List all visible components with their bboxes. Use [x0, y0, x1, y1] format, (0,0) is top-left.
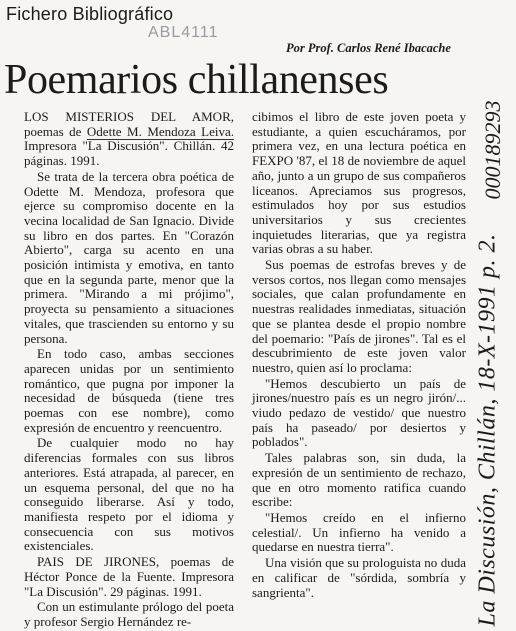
paragraph: Tales palabras son, sin duda, la expresión de un sentimiento de rechazo, que en otro momento ratifica cuando escribe:: [252, 450, 466, 510]
author-byline: Por Prof. Carlos René Ibacache: [286, 41, 451, 55]
paragraph: En todo caso, ambas secciones aparecen unidas por un sentimiento romántico, que pugna por imponer la necesidad de búsqueda (tiene tres poemas con ese nombre), como expresión de encuentro y reencuentro.: [24, 346, 234, 435]
text-span: poemas de: [24, 123, 87, 139]
book-title: LOS MISTERIOS DEL AMOR,: [24, 109, 234, 124]
right-column: [252, 110, 466, 601]
source-note-text: La Discusión, Chillán, 18-X-1991 p. 2.: [474, 233, 501, 627]
paragraph: "Hemos descubierto un país de jirones/nuestro país es un negro jirón/... viudo pedazo de vestido/ que nuestro país ha paseado/ por desiertos y poblados".: [252, 375, 466, 450]
paragraph: Se trata de la tercera obra poética de Odette M. Mendoza, profesora que ejerce su compromiso docente en la vecina localidad de San Ignacio. Divide su libro en dos partes. En "Corazón Abierto", carga su acento en una posición intimista y emotiva, en tanto que en la segunda parte, menor que la primera. "Mirando a mi prójimo", proyecta su pensamiento a situaciones vitales, que trascienden su entorno y su persona.: [24, 168, 234, 346]
text-span: Impresora "La Discusión". Chillán. 42 páginas. 1991.: [24, 138, 234, 169]
paragraph: [24, 110, 234, 169]
paragraph: "Hemos creído en el infierno celestial/. Un infierno ha venido a quedarse en nuestra tierra".: [252, 509, 466, 555]
archive-stamp: ABL4111: [148, 24, 219, 41]
paragraph: Con un estimulante prólogo del poeta y profesor Sergio Hernández re-: [24, 599, 234, 629]
section-heading: Fichero Bibliográfico: [6, 4, 174, 24]
left-column: [24, 110, 234, 631]
paragraph: Una visión que su prologuista no duda en calificar de "sórdida, sombría y sangrienta".: [252, 555, 466, 600]
paragraph: De cualquier modo no hay diferencias formales con sus libros anteriores. Está atrapada, al parecer, en un esquema personal, del que no ha conseguido liberarse. Así y todo, manifiesta respeto por el idioma y consecuencia con sus motivos existenciales.: [24, 435, 234, 554]
paragraph: PAIS DE JIRONES, poemas de Héctor Ponce de la Fuente. Impresora "La Discusión". 29 páginas. 1991.: [24, 554, 234, 599]
catalog-number-text: 000189293: [480, 100, 505, 200]
paragraph: Sus poemas de estrofas breves y de versos cortos, nos llegan como mensajes sociales, que calan profundamente en nuestras realidades inmediatas, situación que se plantea desde el propio nombre del poemario: "País de jirones". Tal es el descubrimiento de este joven valor nuestro, quien así lo proclama:: [252, 257, 466, 375]
book-author: Odette M. Mendoza Leiva.: [86, 123, 234, 139]
paragraph: cibimos el libro de este joven poeta y estudiante, a quien escucháramos, por primera vez, en una lectura poética en FEXPO '87, el 18 de noviembre de aquel año, junto a un grupo de sus compañeros liceanos. Apreciamos sus progresos, estimulados hoy por sus estudios universitarios y sus crecientes inquietudes literarias, que ya registra varias obras a su haber.: [252, 109, 466, 257]
article-title: Poemarios chillanenses: [4, 57, 389, 103]
